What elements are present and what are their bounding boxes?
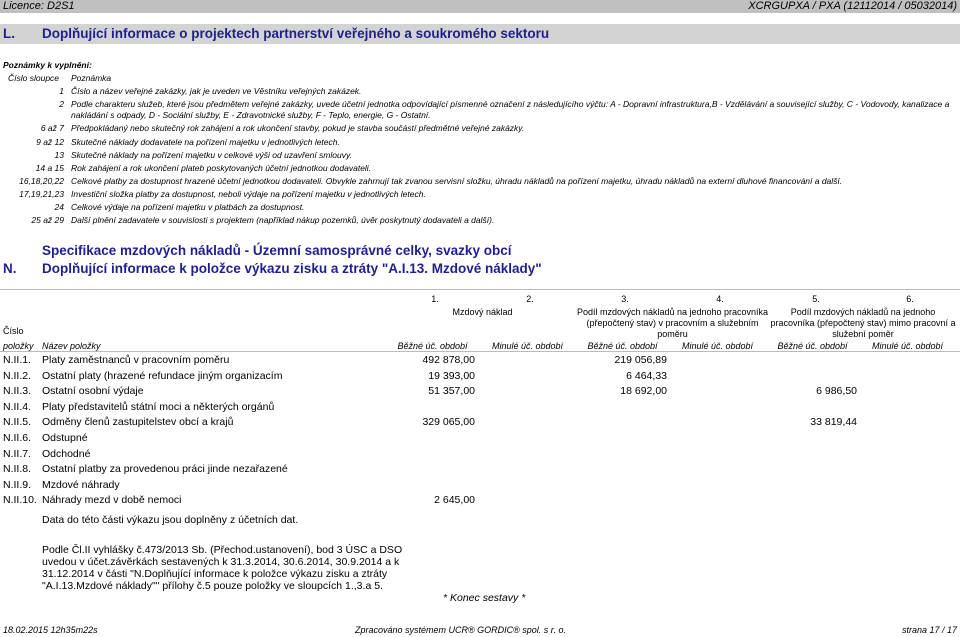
note-text: Investiční složka platby za dostupnost, neboli výdaje na pořízení majetku v jednotlivých letech. [71,189,426,199]
note-text: Celkové výdaje na pořízení majetku v platbách za dostupnost. [71,202,305,212]
note-text: Rok zahájení a rok ukončení plateb poskytovaných účetní jednotkou dodavateli. [71,163,372,173]
note-text: Číslo a název veřejné zakázky, jak je uveden ve Věstníku veřejných zakázek. [71,86,362,96]
row-value-current-employment: 219 056,89 [614,354,667,366]
sub-header-6: Minulé úč. období [871,341,944,351]
note-column-ref: 25 až 29 [31,215,64,225]
table-top-rule [0,289,960,290]
section-n-line2: Doplňující informace k položce výkazu zisku a ztráty "A.I.13. Mzdové náklady" [42,261,542,276]
row-code: N.II.3. [3,385,32,397]
note-text: Předpokládaný nebo skutečný rok zahájení a rok ukončení stavby, pokud je stavba součástí předmětné veřejné zakázky. [71,123,525,133]
notes-title: Poznámky k vyplnění: [3,60,92,70]
page-header [0,0,960,13]
row-name: Náhrady mezd v době nemoci [42,494,182,506]
row-name: Ostatní osobní výdaje [42,385,144,397]
note-column-ref: 16,18,20,22 [19,176,64,186]
note-column-ref: 13 [54,150,64,160]
sub-header-3: Běžné úč. období [587,341,658,351]
license-label: Licence: D2S1 [3,0,75,12]
row-code: N.II.9. [3,479,32,491]
row-name: Odměny členů zastupitelstev obcí a krajů [42,416,234,428]
row-value-current-employment: 6 464,33 [626,370,667,382]
section-n-line1: Specifikace mzdových nákladů - Územní samosprávné celky, svazky obcí [42,243,512,258]
row-code: N.II.8. [3,463,32,475]
row-name: Ostatní platy (hrazené refundace jiným organizacím [42,370,283,382]
report-code: XCRGUPXA / PXA (12112014 / 05032014) [748,0,957,12]
footer-system: Zpracováno systémem UCR® GORDIC® spol. s r. o. [355,625,566,635]
row-value-current-wage: 51 357,00 [428,385,475,397]
row-name: Mzdové náhrady [42,479,120,491]
note-text: Skutečné náklady na pořízení majetku v celkové výši od uzavření smlouvy. [71,150,352,160]
note-column-ref: 14 a 15 [35,163,64,173]
section-n-num: N. [3,261,17,276]
row-code: N.II.6. [3,432,32,444]
notes-col-header: Číslo sloupce [8,73,60,83]
footer-page: strana 17 / 17 [901,625,957,635]
row-value-current-other: 33 819,44 [810,416,857,428]
colnum-6: 6. [906,294,914,304]
section-l-title: L. Doplňující informace o projektech partnerství veřejného a soukromého sektoru [0,24,960,44]
row-value-current-wage: 2 645,00 [434,494,475,506]
col-nazev: Název položky [42,341,101,351]
row-name: Platy představitelů státní moci a některých orgánů [42,401,275,413]
row-code: N.II.10. [3,494,37,506]
row-code: N.II.4. [3,401,32,413]
col-cislo: Číslo [3,326,24,336]
row-name: Odchodné [42,448,91,460]
note-text: Další plnění zadavatele v souvislosti s projektem (například nákup pozemků, úvěr poskytnutý dodavateli a další). [71,215,495,225]
table-header-rule [0,351,960,352]
group-header-3: Podíl mzdových nákladů na jednoho pracovníka (přepočtený stav) mimo pracovní a služební poměr [770,307,956,339]
row-value-current-wage: 19 393,00 [428,370,475,382]
note-text: Celkové platby za dostupnost hrazené účetní jednotkou dodavateli. Obvykle zahrnují tak zvanou servisní složku, úhradu nákladů na pořízení majetku, úhradu nákladů na externí dluhové financování a další. [71,176,843,186]
page-footer [0,624,960,637]
note-column-ref: 2 [59,99,64,109]
row-name: Odstupné [42,432,88,444]
colnum-2: 2. [526,294,534,304]
note-column-ref: 9 až 12 [36,137,64,147]
remark-transition-1: Podle Čl.II vyhlášky č.473/2013 Sb. (Přechod.ustanovení), bod 3 ÚSC a DSO [42,544,403,556]
col-polozky: položky [3,341,34,351]
end-of-report: * Konec sestavy * [443,592,526,604]
row-code: N.II.5. [3,416,32,428]
sub-header-5: Běžné úč. období [777,341,848,351]
group-header-1: Mzdový náklad [452,307,513,317]
notes-text-header: Poznámka [71,73,112,83]
row-value-current-employment: 18 692,00 [620,385,667,397]
row-value-current-wage: 492 878,00 [422,354,475,366]
remark-transition-2: uvedou v účet.závěrkách sestavených k 31.3.2014, 30.6.2014, 30.9.2014 a k [42,556,400,568]
remark-transition-4: "A.I.13.Mzdové náklady"" přílohy č.5 pouze položky ve sloupcích 1.,3.a 5. [42,580,383,592]
row-code: N.II.2. [3,370,32,382]
remark-data-source: Data do této části výkazu jsou doplněny z účetních dat. [42,514,299,526]
note-column-ref: 1 [59,86,64,96]
sub-header-4: Minulé úč. období [681,341,754,351]
colnum-5: 5. [812,294,820,304]
note-column-ref: 6 až 7 [40,123,64,133]
note-text-continued: nakládání s odpady, D - Sociální služby, E - Zdravotnické služby, F - Teplo, energie, G - Ostatní. [71,110,431,120]
sub-header-1: Běžné úč. období [397,341,468,351]
remark-transition-3: 31.12.2014 v části "N.Doplňující informace k položce výkazu zisku a ztráty [42,568,388,580]
colnum-3: 3. [621,294,629,304]
note-text: Podle charakteru služeb, které jsou předmětem veřejné zakázky, uvede účetní jednotka odpovídající písmenné označení z následujícího výčtu: A - Dopravní infrastruktura,B - Vzdělávání a související služby, C - Vodovody, kanalizace a [71,99,950,109]
sub-header-2: Minulé úč. období [491,341,564,351]
row-code: N.II.1. [3,354,32,366]
footer-date: 18.02.2015 12h35m22s [3,625,98,635]
note-column-ref: 24 [54,202,64,212]
row-value-current-other: 6 986,50 [816,385,857,397]
note-text: Skutečné náklady dodavatele na pořízení majetku v jednotlivých letech. [71,137,340,147]
note-column-ref: 17,19,21,23 [19,189,64,199]
row-code: N.II.7. [3,448,32,460]
colnum-1: 1. [431,294,439,304]
row-name: Platy zaměstnanců v pracovním poměru [42,354,230,366]
group-header-2: Podíl mzdových nákladů na jednoho pracovníka (přepočtený stav) v pracovním a služebním poměru [576,307,769,339]
row-name: Ostatní platby za provedenou práci jinde nezařazené [42,463,288,475]
colnum-4: 4. [716,294,724,304]
row-value-current-wage: 329 065,00 [422,416,475,428]
